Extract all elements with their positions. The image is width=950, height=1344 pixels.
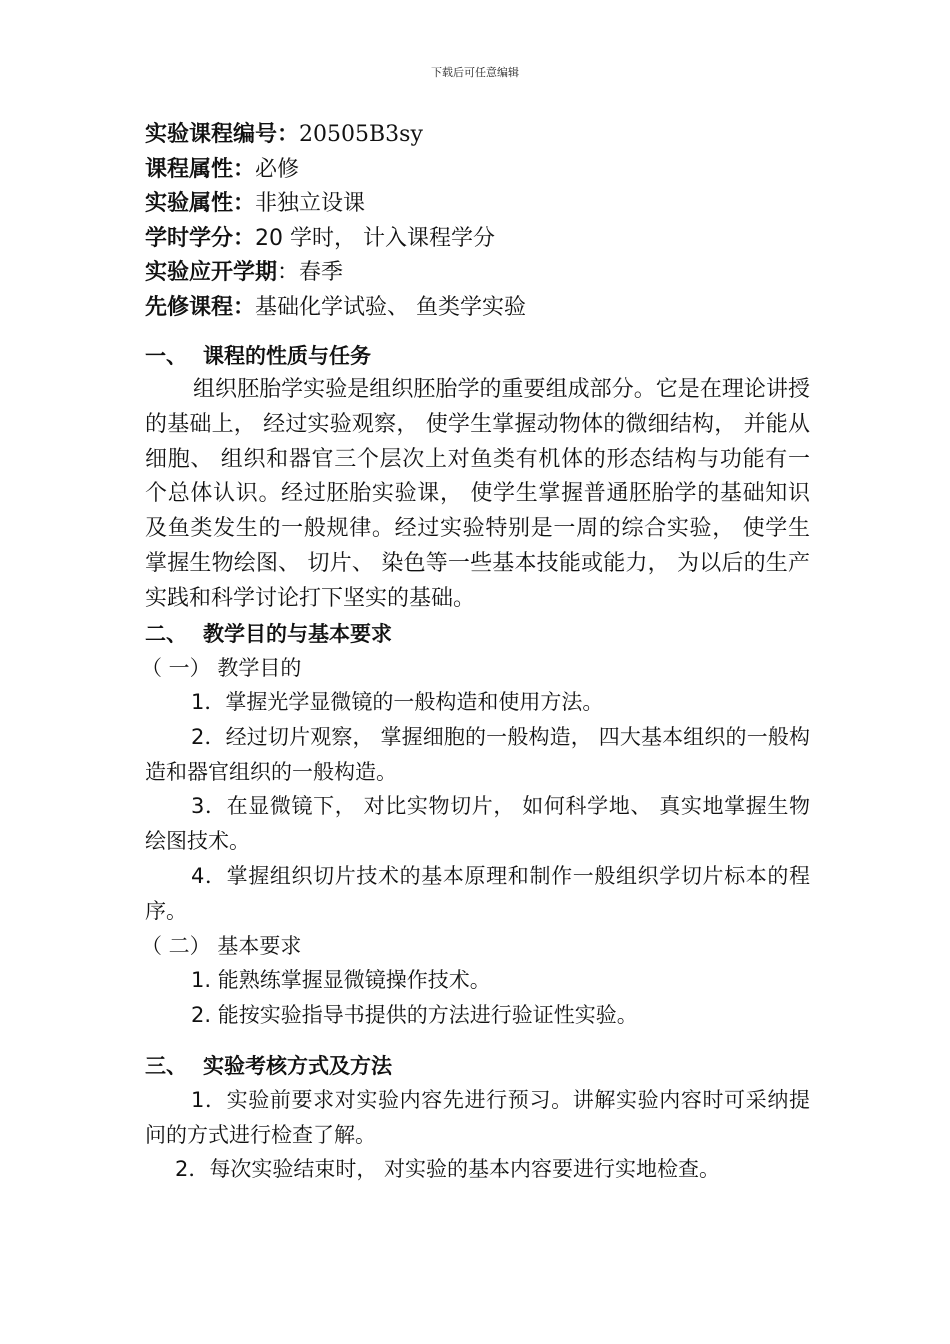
section-number: 一、 — [145, 344, 187, 368]
subsection-teaching-goals: （ 一） 教学目的 — [141, 655, 302, 680]
list-item: 1. 能熟练掌握显微镜操作技术。 — [191, 968, 491, 993]
meta-value: 基础化学试验、 鱼类学实验 — [255, 294, 527, 320]
meta-value: ：春季 — [277, 260, 344, 285]
meta-value: 20 学时， 计入课程学分 — [255, 225, 495, 251]
meta-hours-credits — [145, 222, 810, 257]
meta-lab-attribute — [145, 187, 810, 222]
list-item: 3．在显微镜下， 对比实物切片， 如何科学地、 真实地掌握生物绘图技术。 — [145, 794, 810, 854]
meta-label: 实验课程编号： — [145, 122, 300, 147]
page-header: 下载后可任意编辑 — [431, 66, 519, 79]
section-3-title — [145, 1049, 810, 1083]
section-2-title — [145, 617, 810, 651]
list-item: 1．实验前要求对实验内容先进行预习。讲解实验内容时可采纳提问的方式进行检查了解。 — [145, 1087, 810, 1147]
list-item: 2．每次实验结束时， 对实验的基本内容要进行实地检查。 — [175, 1157, 721, 1182]
meta-course-attribute — [145, 153, 810, 188]
section-heading: 教学目的与基本要求 — [203, 621, 392, 646]
section-1-title — [145, 339, 810, 373]
meta-value: 必修 — [255, 156, 300, 182]
meta-semester — [145, 256, 810, 291]
list-item: 2. 能按实验指导书提供的方法进行验证性实验。 — [191, 1002, 638, 1027]
meta-label: 实验属性： — [145, 191, 256, 216]
section-heading: 课程的性质与任务 — [203, 344, 371, 368]
meta-label: 学时学分： — [145, 225, 256, 251]
spacer — [145, 325, 810, 339]
meta-label: 课程属性： — [145, 156, 256, 182]
subsection-basic-requirements: （ 二） 基本要求 — [141, 933, 302, 958]
section-1-paragraph: 组织胚胎学实验是组织胚胎学的重要组成部分。它是在理论讲授的基础上， 经过实验观察， 使学生掌握动物体的微细结构， 并能从细胞、 组织和器官三个层次上对鱼类有机体的形态结构与功能有一个总体认识。经过胚胎实验课， 使学生掌握普通胚胎学的基础知识及鱼类发生的一般规律。经过实验特别是一周的综合实验， 使学生掌握生物绘图、 切片、 染色等一些基本技能或能力， 为以后的生产实践和科学讨论打下坚实的基础。 — [145, 377, 810, 611]
list-item: 2．经过切片观察， 掌握细胞的一般构造， 四大基本组织的一般构造和器官组织的一般构造。 — [145, 724, 810, 784]
meta-course-number — [145, 118, 810, 153]
document-body — [141, 118, 810, 1187]
meta-prerequisites — [145, 291, 810, 326]
section-number: 三、 — [145, 1053, 187, 1078]
meta-label: 实验应开学期 — [145, 260, 278, 285]
list-item: 1．掌握光学显微镜的一般构造和使用方法。 — [191, 690, 604, 715]
section-number: 二、 — [145, 621, 187, 646]
spacer — [145, 1033, 810, 1049]
meta-label: 先修课程： — [145, 294, 256, 320]
meta-value: 非独立设课 — [255, 191, 366, 216]
section-heading: 实验考核方式及方法 — [203, 1053, 392, 1078]
meta-value: 20505B3sy — [299, 122, 423, 147]
list-item: 4．掌握组织切片技术的基本原理和制作一般组织学切片标本的程序。 — [145, 864, 810, 923]
